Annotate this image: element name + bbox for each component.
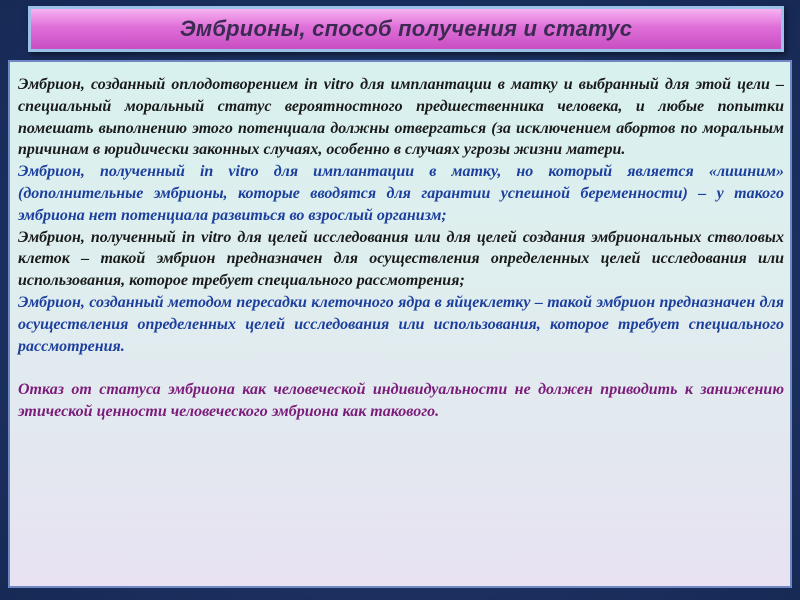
paragraph-ivf-implantation: Эмбрион, созданный оплодотворением in vitro для имплантации в матку и выбранный для этой цели – специальный моральный статус вероятностного предшественника человека, и любые попытки помешать выполнению этого потенциала должны отвергаться (за исключением абортов по моральным причинам в юридически законных случаях, особенно в случаях угрозы жизни матери. bbox=[18, 76, 784, 159]
paragraph-conclusion: Отказ от статуса эмбриона как человеческой индивидуальности не должен приводить к занижению этической ценности человеческого эмбриона как такового. bbox=[18, 381, 784, 421]
paragraph-surplus-embryo: Эмбрион, полученный in vitro для имплантации в матку, но который является «лишним» (дополнительные эмбрионы, которые вводятся для гарантии успешной беременности) – у такого эмбриона нет потенциала развиться во взрослый организм; bbox=[18, 163, 784, 224]
paragraph-nuclear-transfer-embryo: Эмбрион, созданный методом пересадки клеточного ядра в яйцеклетку – такой эмбрион предназначен для осуществления определенных целей исследования или использования, которое требует специального рассмотрения. bbox=[18, 293, 784, 355]
slide-title: Эмбрионы, способ получения и статус bbox=[179, 16, 633, 41]
paragraph-spacer bbox=[18, 357, 784, 379]
title-bar bbox=[28, 6, 784, 52]
content-box bbox=[8, 60, 792, 588]
paragraph-research-embryo: Эмбрион, полученный in vitro для целей исследования или для целей создания эмбриональных стволовых клеток – такой эмбрион предназначен для осуществления определенных целей исследования или использования, которое требует специального рассмотрения; bbox=[18, 228, 784, 290]
